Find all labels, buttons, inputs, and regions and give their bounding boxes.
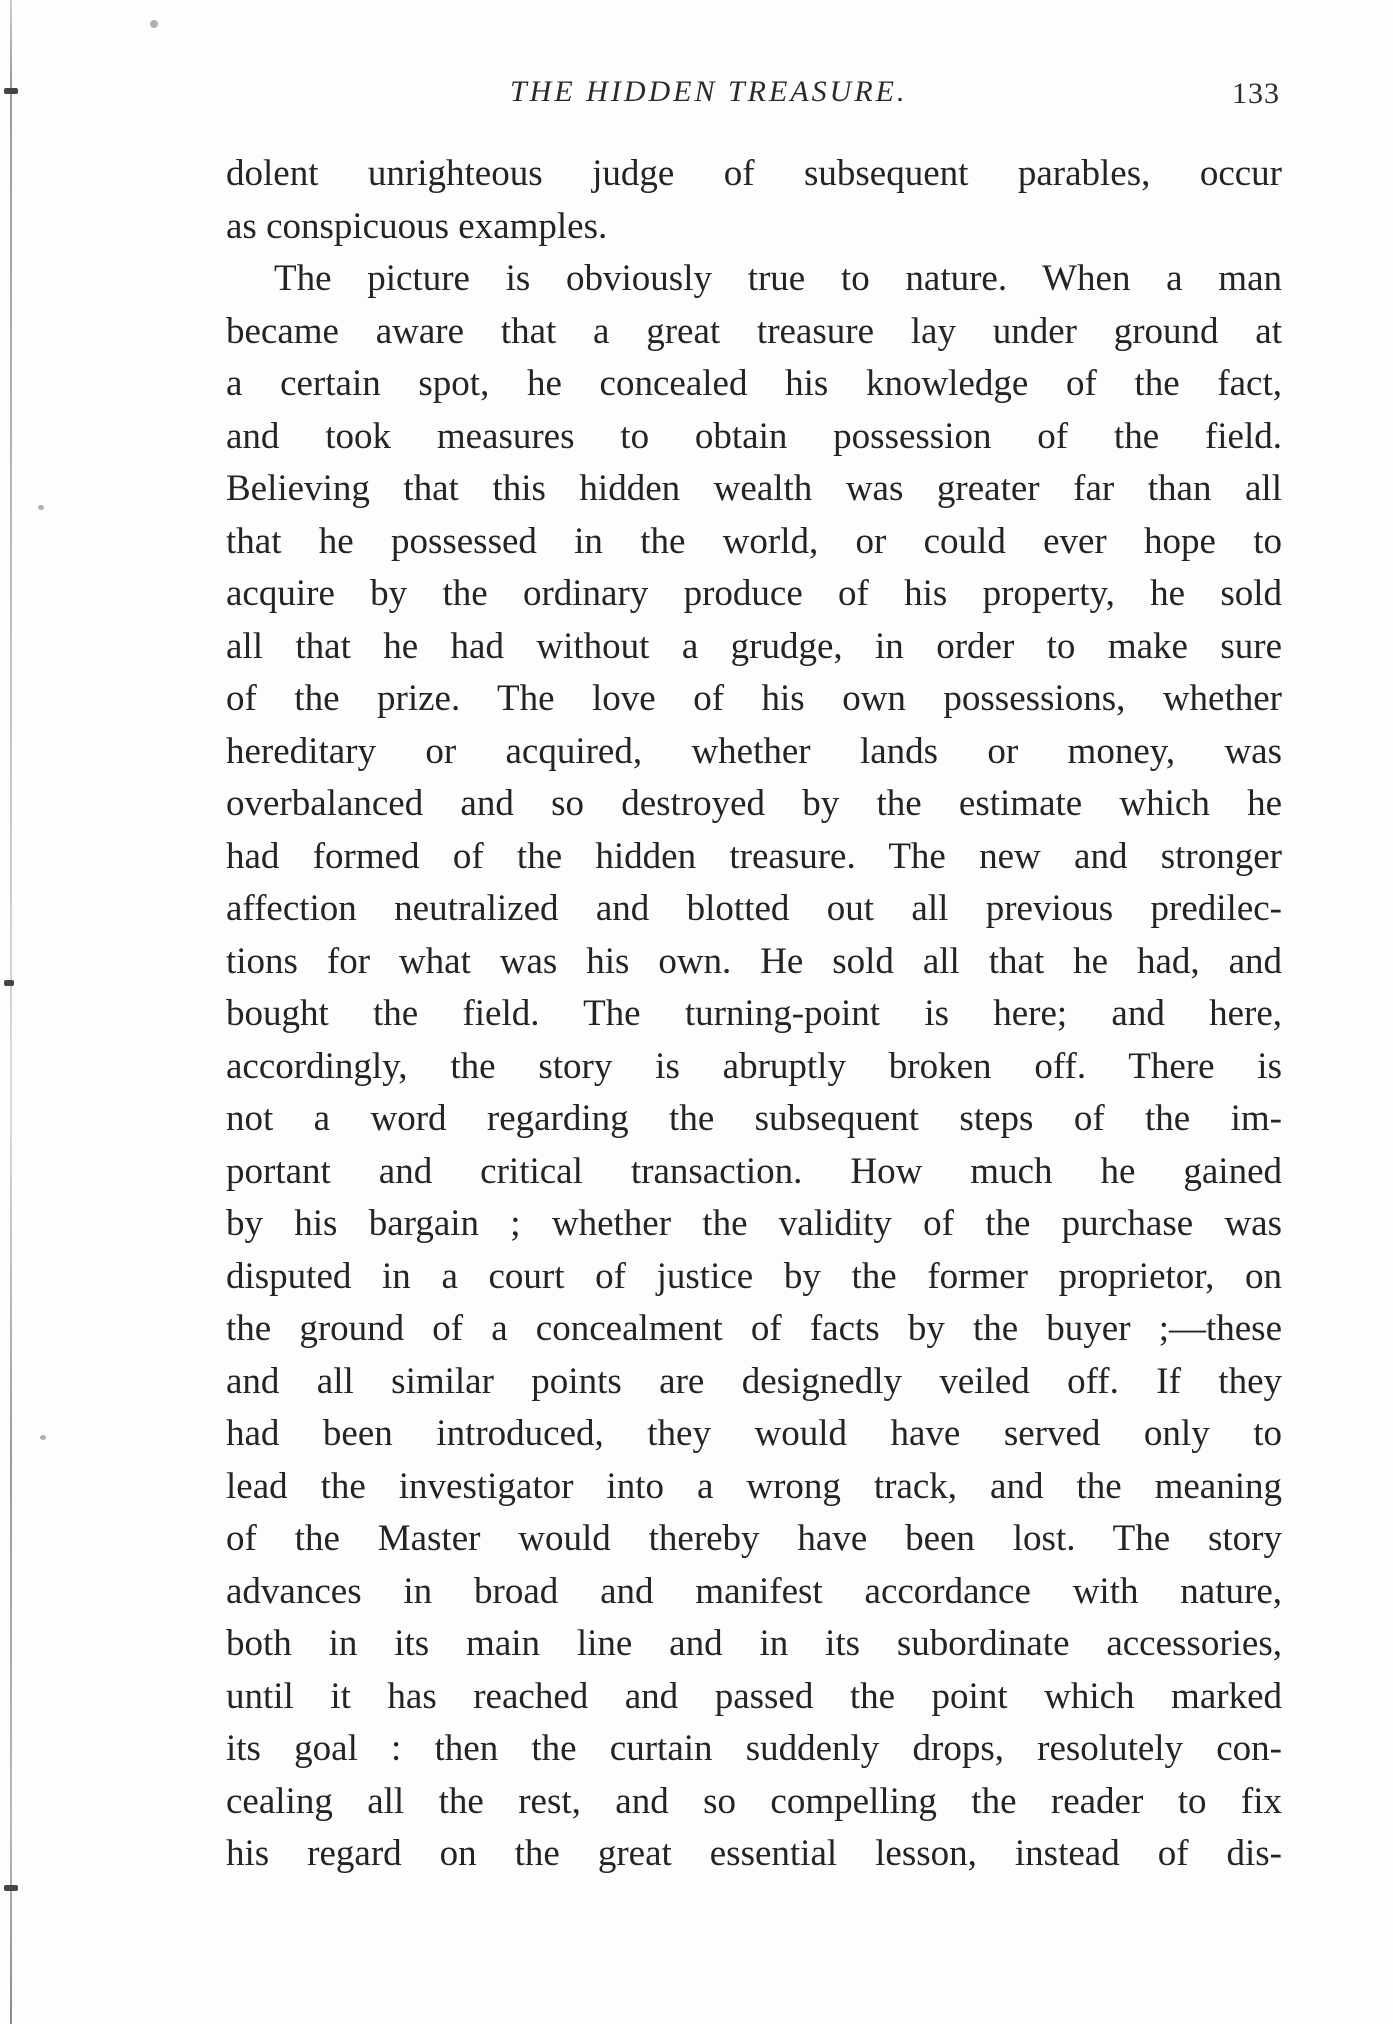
text-line: of the Master would thereby have been lost. The story xyxy=(226,1518,1282,1559)
text-line: overbalanced and so destroyed by the estimate which he xyxy=(226,783,1282,824)
paper-speck xyxy=(150,20,158,28)
text-line: by his bargain ; whether the validity of the purchase was xyxy=(226,1203,1282,1244)
text-line: all that he had without a grudge, in order to make sure xyxy=(226,625,1282,667)
gutter-mark xyxy=(4,88,18,94)
text-line: and all similar points are designedly veiled off. If they xyxy=(226,1360,1282,1402)
text-line: became aware that a great treasure lay under ground at xyxy=(226,310,1282,352)
text-line: lead the investigator into a wrong track, and the meaning xyxy=(226,1465,1282,1507)
paper-speck xyxy=(40,1435,46,1440)
text-line: accordingly, the story is abruptly broken off. There is xyxy=(226,1045,1282,1087)
page-number: 133 xyxy=(1232,77,1280,110)
text-line: and took measures to obtain possession of the field. xyxy=(226,415,1282,457)
gutter-mark xyxy=(4,980,14,986)
text-line: both in its main line and in its subordinate accessories, xyxy=(226,1623,1282,1664)
paper-speck xyxy=(38,505,44,510)
text-line: his regard on the great essential lesson, instead of dis- xyxy=(226,1833,1282,1874)
text-line: disputed in a court of justice by the former proprietor, on xyxy=(226,1255,1282,1297)
text-line: not a word regarding the subsequent steps of the im- xyxy=(226,1098,1282,1139)
running-head: THE HIDDEN TREASURE. xyxy=(510,75,908,108)
binding-edge xyxy=(10,0,12,2024)
text-line: the ground of a concealment of facts by the buyer ;—these xyxy=(226,1308,1282,1349)
text-line: cealing all the rest, and so compelling the reader to fix xyxy=(226,1780,1282,1822)
text-line: acquire by the ordinary produce of his property, he sold xyxy=(226,573,1282,614)
gutter-mark xyxy=(4,1885,18,1891)
text-line: bought the field. The turning-point is here; and here, xyxy=(226,993,1282,1034)
text-line: Believing that this hidden wealth was greater far than all xyxy=(226,468,1282,509)
text-line: a certain spot, he concealed his knowledge of the fact, xyxy=(226,363,1282,404)
text-line: until it has reached and passed the point which marked xyxy=(226,1675,1282,1717)
text-line: portant and critical transaction. How much he gained xyxy=(226,1150,1282,1192)
text-line: tions for what was his own. He sold all that he had, and xyxy=(226,940,1282,982)
text-line: had been introduced, they would have served only to xyxy=(226,1413,1282,1454)
text-line: as conspicuous examples. xyxy=(226,205,608,247)
text-line: hereditary or acquired, whether lands or money, was xyxy=(226,730,1282,772)
text-line: had formed of the hidden treasure. The new and stronger xyxy=(226,835,1282,877)
text-line: its goal : then the curtain suddenly drops, resolutely con- xyxy=(226,1728,1282,1769)
text-line: dolent unrighteous judge of subsequent parables, occur xyxy=(226,153,1282,194)
body-text xyxy=(226,148,1282,1948)
text-line: affection neutralized and blotted out all previous predilec- xyxy=(226,888,1282,929)
text-line: that he possessed in the world, or could ever hope to xyxy=(226,520,1282,562)
text-line: The picture is obviously true to nature. When a man xyxy=(274,258,1282,299)
page-header xyxy=(500,75,1280,115)
text-line: of the prize. The love of his own possessions, whether xyxy=(226,678,1282,719)
text-line: advances in broad and manifest accordance with nature, xyxy=(226,1570,1282,1612)
